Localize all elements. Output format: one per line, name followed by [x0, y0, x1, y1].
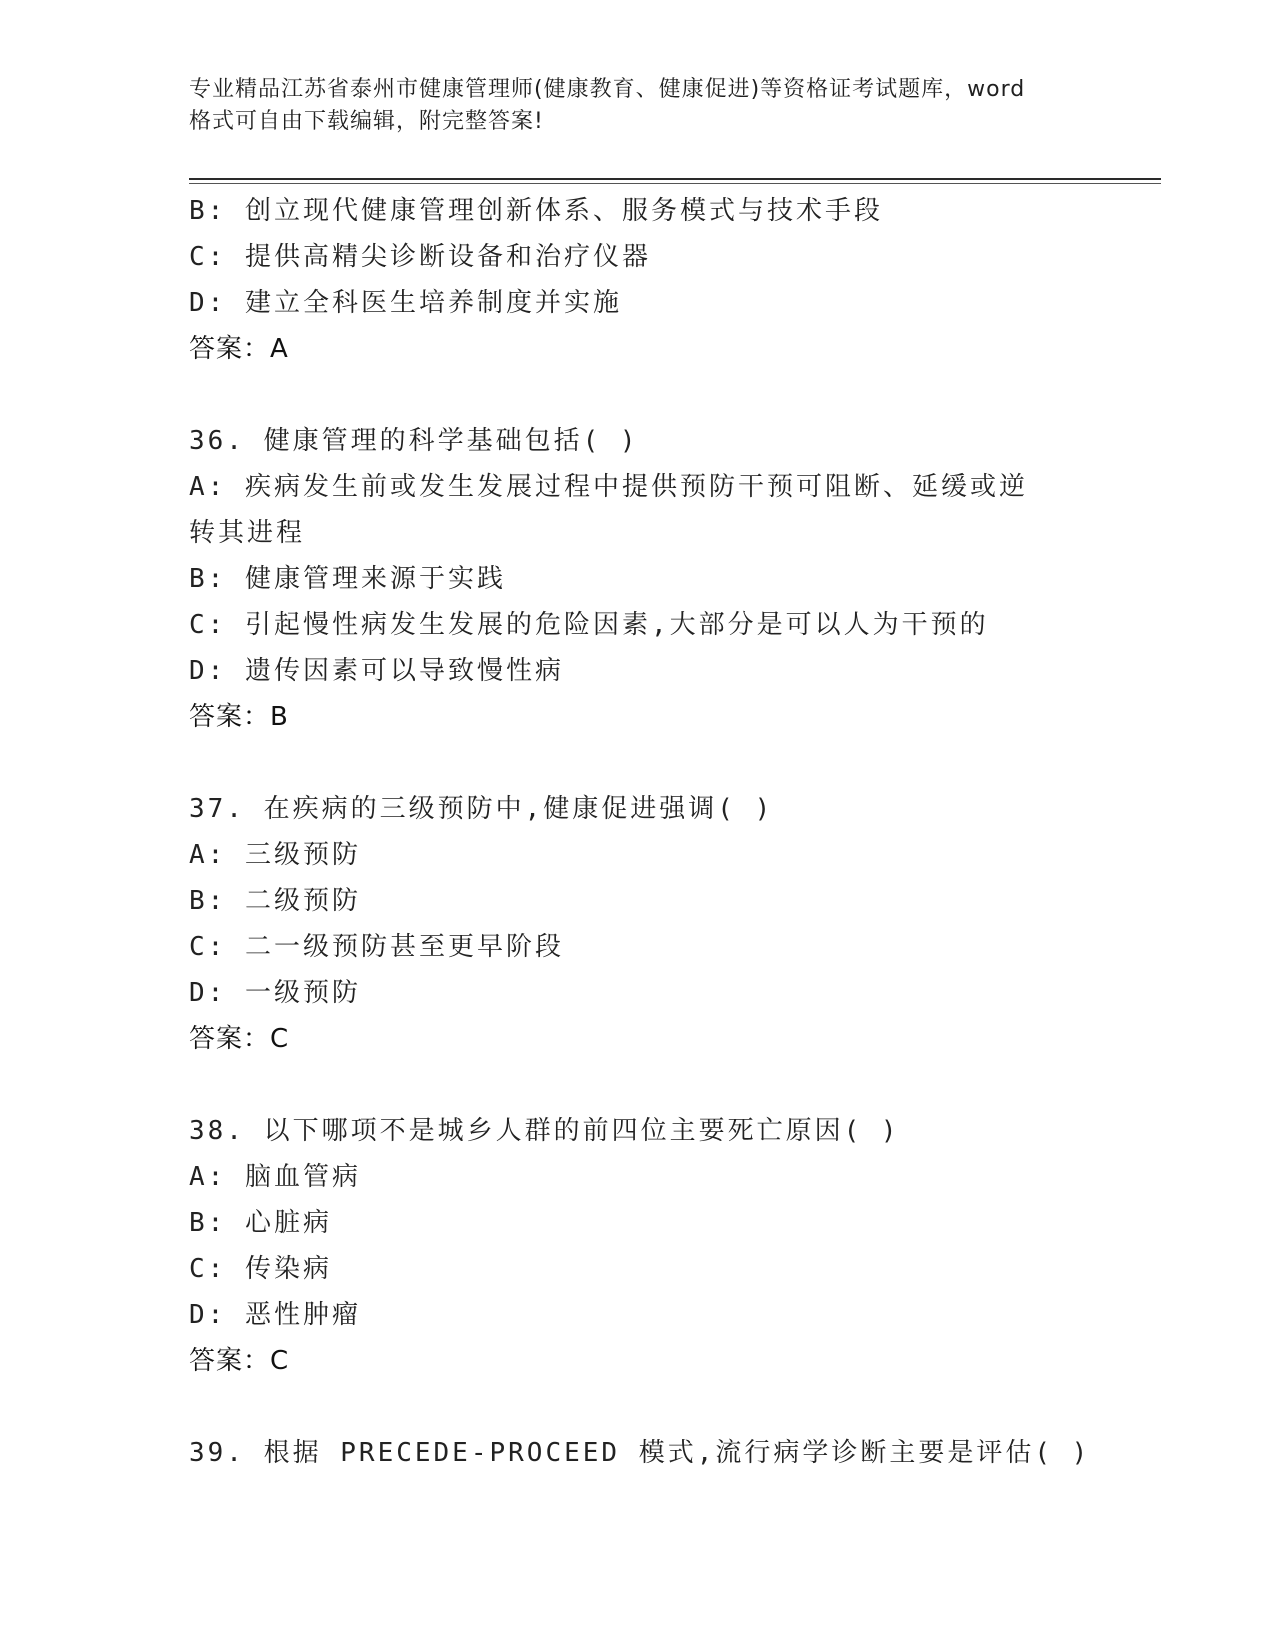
option-b: B: 创立现代健康管理创新体系、服务模式与技术手段	[189, 196, 883, 226]
question-list	[189, 188, 1089, 1476]
option-b: B: 健康管理来源于实践	[189, 564, 506, 594]
option-c: C: 传染病	[189, 1254, 332, 1284]
option-a: A: 脑血管病	[189, 1162, 361, 1192]
question-block-39	[189, 1430, 1089, 1476]
answer-line: 答案：B	[189, 702, 289, 732]
option-a: A: 疾病发生前或发生发展过程中提供预防干预可阻断、延缓或逆转其进程	[189, 472, 1028, 548]
option-c: C: 提供高精尖诊断设备和治疗仪器	[189, 242, 651, 272]
answer-line: 答案：C	[189, 1346, 290, 1376]
question-block-36	[189, 418, 1089, 740]
document-header	[189, 74, 1089, 138]
option-d: D: 建立全科医生培养制度并实施	[189, 288, 622, 318]
option-c: C: 二一级预防甚至更早阶段	[189, 932, 564, 962]
question-text: 37. 在疾病的三级预防中,健康促进强调( )	[189, 794, 774, 824]
header-divider-thin	[189, 183, 1161, 184]
spacer	[189, 1384, 1089, 1430]
option-c: C: 引起慢性病发生发展的危险因素,大部分是可以人为干预的	[189, 610, 989, 640]
option-b: B: 二级预防	[189, 886, 361, 916]
header-divider-thick	[189, 178, 1161, 180]
option-a: A: 三级预防	[189, 840, 361, 870]
option-d: D: 遗传因素可以导致慢性病	[189, 656, 564, 686]
question-text: 39. 根据 PRECEDE-PROCEED 模式,流行病学诊断主要是评估( )	[189, 1438, 1091, 1468]
spacer	[189, 740, 1089, 786]
spacer	[189, 372, 1089, 418]
question-text: 36. 健康管理的科学基础包括( )	[189, 426, 639, 456]
option-b: B: 心脏病	[189, 1208, 332, 1238]
answer-line: 答案：A	[189, 334, 289, 364]
question-text: 38. 以下哪项不是城乡人群的前四位主要死亡原因( )	[189, 1116, 900, 1146]
header-line-1: 专业精品江苏省泰州市健康管理师(健康教育、健康促进)等资格证考试题库，word	[189, 77, 1026, 102]
option-d: D: 一级预防	[189, 978, 361, 1008]
answer-line: 答案：C	[189, 1024, 290, 1054]
question-block-38	[189, 1108, 1089, 1384]
option-d: D: 恶性肿瘤	[189, 1300, 361, 1330]
spacer	[189, 1062, 1089, 1108]
question-block-37	[189, 786, 1089, 1062]
header-line-2: 格式可自由下载编辑，附完整答案!	[189, 109, 544, 134]
question-block-35	[189, 188, 1089, 372]
